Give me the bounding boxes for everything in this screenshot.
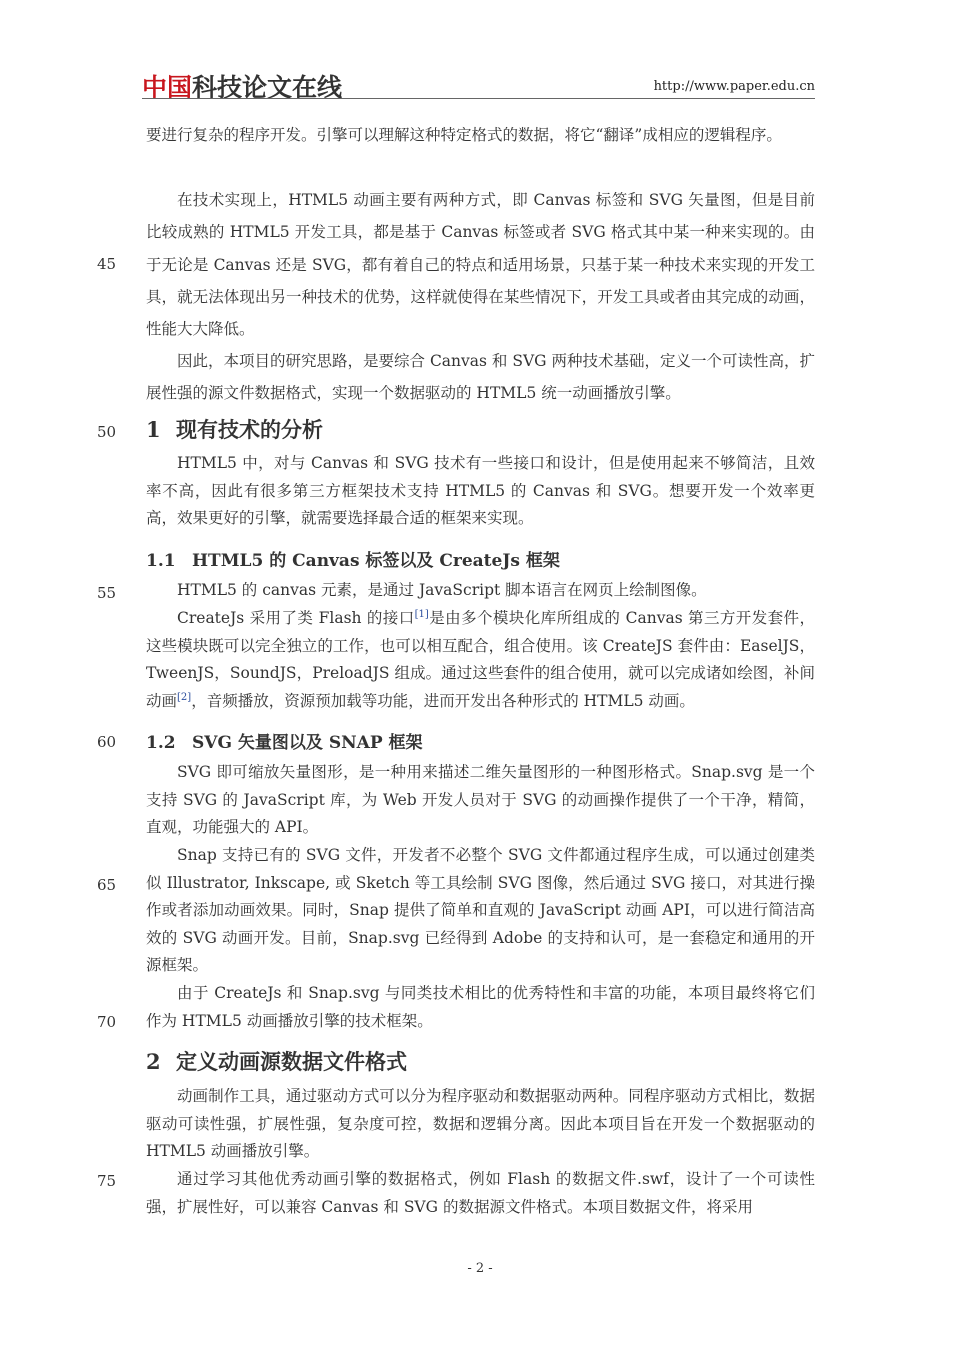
- subsection-heading: [146, 545, 815, 577]
- section-title: 现有技术的分析: [176, 417, 323, 442]
- section-number: 2: [146, 1049, 161, 1074]
- subsection-number: 1.2: [146, 733, 176, 753]
- line-number: 70: [97, 1013, 117, 1031]
- line-number: 60: [97, 733, 117, 751]
- citation-link[interactable]: [1]: [414, 608, 429, 620]
- subsection-title: HTML5 的 Canvas 标签以及 CreateJs 框架: [192, 551, 560, 571]
- line-number: 75: [97, 1172, 117, 1190]
- line-number: 55: [97, 584, 117, 602]
- logo-red-text: 中国: [142, 73, 193, 102]
- paragraph: 在技术实现上，HTML5 动画主要有两种方式，即 Canvas 标签和 SVG 矢量图，但是目前比较成熟的 HTML5 开发工具，都是基于 Canvas 标签或者 SVG 格式其中某一种来实现的。由于无论是 Canvas 还是 SVG，都有着自己的特点和适用场景，只基于某一种技术来实现的开发工具，就无法体现出另一种技术的优势，这样就使得在某些情况下，开发工具或者由其完成的动画，性能大大降低。: [146, 191, 815, 339]
- paragraph: SVG 即可缩放矢量图形，是一种用来描述二维矢量图形的一种图形格式。Snap.svg 是一个支持 SVG 的 JavaScript 库，为 Web 开发人员对于 SVG 的动画操作提供了一个干净，精简，直观，功能强大的 API。: [146, 763, 815, 837]
- line-number: 45: [97, 255, 117, 273]
- paragraph: 要进行复杂的程序开发。引擎可以理解这种特定格式的数据，将它“翻译”成相应的逻辑程序。: [146, 126, 782, 144]
- logo-dark-text: 科技论文在线: [192, 73, 343, 102]
- paragraph: 由于 CreateJs 和 Snap.svg 与同类技术相比的优秀特性和丰富的功能，本项目最终将它们作为 HTML5 动画播放引擎的技术框架。: [146, 984, 815, 1030]
- paragraph: Snap 支持已有的 SVG 文件，开发者不必整个 SVG 文件都通过程序生成，可以通过创建类似 Illustrator, Inkscape, 或 Sketch 等工具绘制 SVG 图像，然后通过 SVG 接口，对其进行操作或者添加动画效果。同时，Snap 提供了简单和直观的 JavaScript 动画 API，可以进行简洁高效的 SVG 动画开发。目前，Snap.svg 已经得到 Adobe 的支持和认可，是一套稳定和通用的开源框架。: [146, 846, 815, 975]
- line-number: 65: [97, 876, 117, 894]
- paragraph: 动画制作工具，通过驱动方式可以分为程序驱动和数据驱动两种。同程序驱动方式相比，数据驱动可读性强，扩展性强，复杂度可控，数据和逻辑分离。因此本项目旨在开发一个数据驱动的 HTML5 动画播放引擎。: [146, 1087, 815, 1161]
- paragraph: HTML5 的 canvas 元素，是通过 JavaScript 脚本语言在网页上绘制图像。: [177, 581, 707, 599]
- section-number: 1: [146, 417, 161, 442]
- section-heading: [146, 1046, 815, 1078]
- section-heading: [146, 414, 815, 446]
- subsection-number: 1.1: [146, 551, 176, 571]
- header-rule: [142, 98, 815, 99]
- paragraph: 通过学习其他优秀动画引擎的数据格式，例如 Flash 的数据文件.swf，设计了一个可读性强，扩展性好，可以兼容 Canvas 和 SVG 的数据源文件格式。本项目数据文件，将采用: [146, 1170, 815, 1216]
- paragraph: CreateJs 采用了类 Flash 的接口[1]是由多个模块化库所组成的 Canvas 第三方开发套件，这些模块既可以完全独立的工作，也可以相互配合，组合使用。该 CreateJS 套件由：EaselJS，TweenJS，SoundJS，PreloadJS 组成。通过这些套件的组合使用，就可以完成诸如绘图，补间动画[2]，音频播放，资源预加载等功能，进而开发出各种形式的 HTML5 动画。: [146, 608, 815, 710]
- header-url[interactable]: http://www.paper.edu.cn: [653, 79, 815, 94]
- paragraph: 因此，本项目的研究思路，是要综合 Canvas 和 SVG 两种技术基础，定义一个可读性高，扩展性强的源文件数据格式，实现一个数据驱动的 HTML5 统一动画播放引擎。: [146, 352, 815, 403]
- line-number: 50: [97, 423, 117, 441]
- subsection-heading: [146, 727, 815, 759]
- section-title: 定义动画源数据文件格式: [176, 1049, 407, 1074]
- page-number: - 2 -: [467, 1261, 493, 1276]
- citation-link[interactable]: [2]: [177, 691, 192, 703]
- paragraph: HTML5 中，对与 Canvas 和 SVG 技术有一些接口和设计，但是使用起来不够简洁，且效率不高，因此有很多第三方框架技术支持 HTML5 的 Canvas 和 SVG。想要开发一个效率更高，效果更好的引擎，就需要选择最合适的框架来实现。: [146, 454, 815, 528]
- subsection-title: SVG 矢量图以及 SNAP 框架: [192, 733, 423, 753]
